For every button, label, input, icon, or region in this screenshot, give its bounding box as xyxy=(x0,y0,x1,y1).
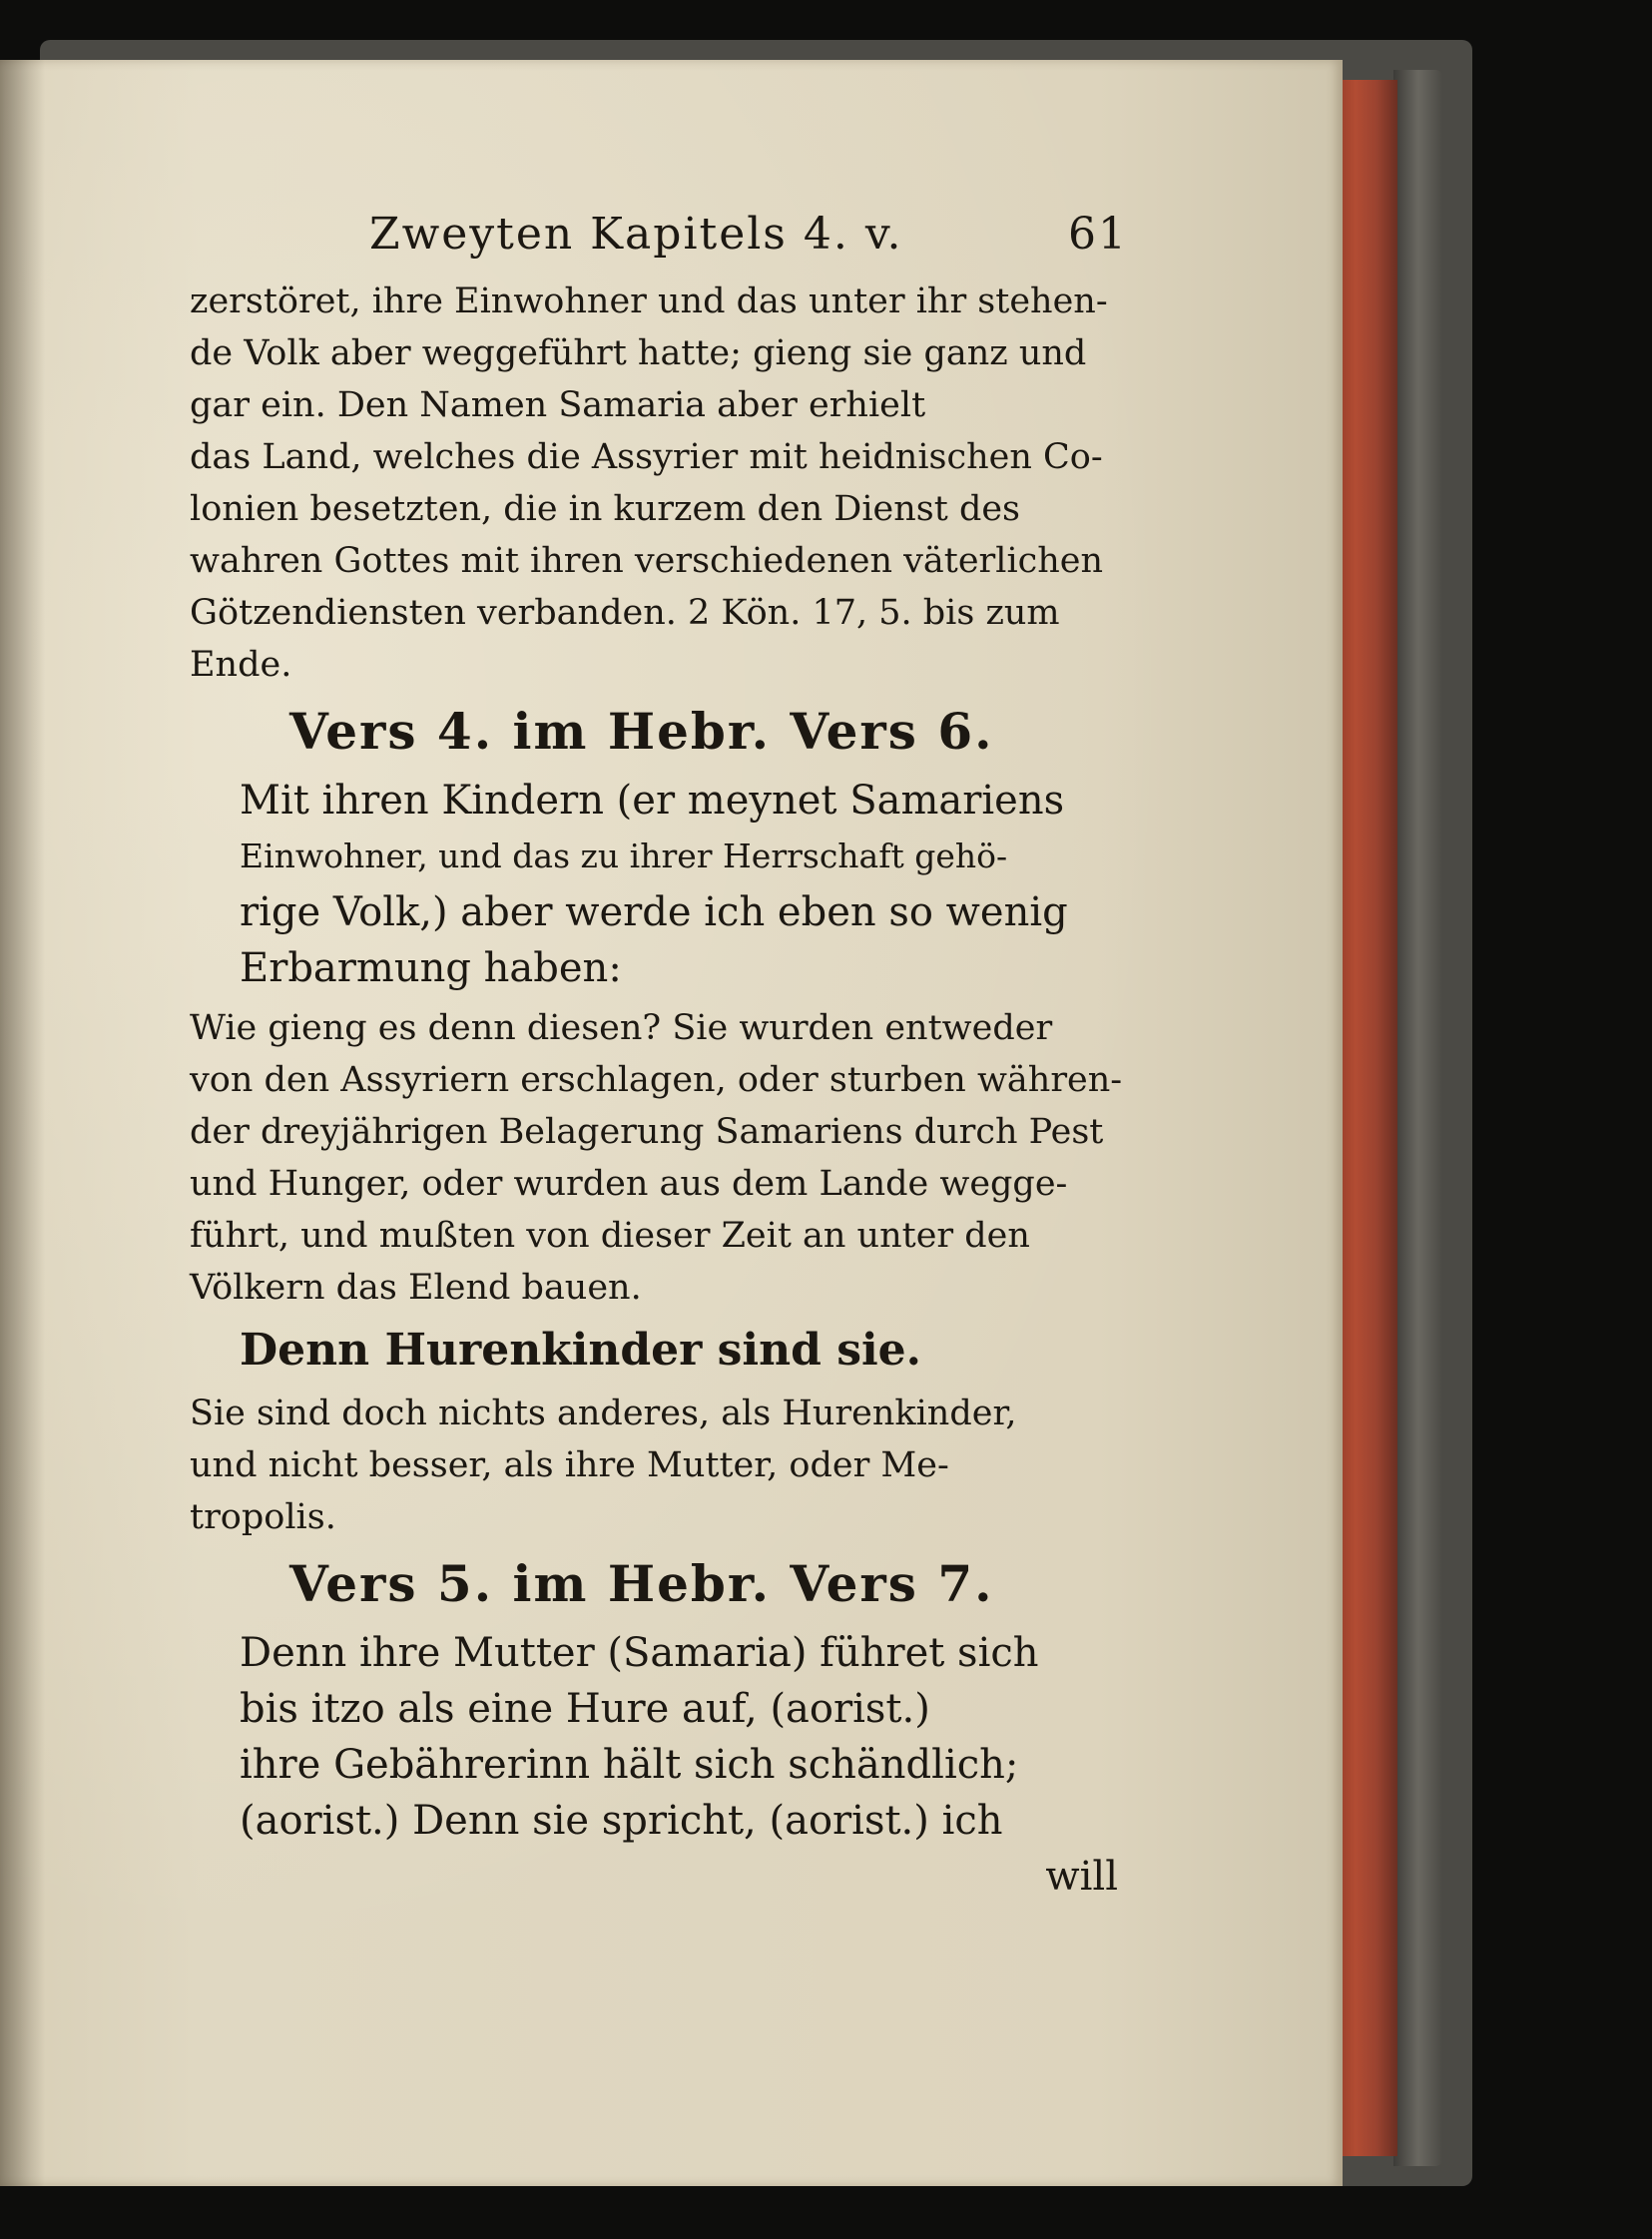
text-line: von den Assyriern erschlagen, oder sturben währen- xyxy=(190,1060,1123,1100)
text-line: führt, und mußten von dieser Zeit an unter den xyxy=(190,1216,1030,1256)
page-content xyxy=(190,200,1128,1905)
text-line: zerstöret, ihre Einwohner und das unter ihr stehen- xyxy=(190,281,1108,321)
text-line: Sie sind doch nichts anderes, als Hurenkinder, xyxy=(190,1394,1017,1433)
quote-line: Denn ihre Mutter (Samaria) führet sich xyxy=(240,1630,1039,1676)
text-line: gar ein. Den Namen Samaria aber erhielt xyxy=(190,385,926,425)
catchword: will xyxy=(1045,1854,1118,1900)
text-line: de Volk aber weggeführt hatte; gieng sie ganz und xyxy=(190,333,1087,373)
gutter-shadow xyxy=(0,60,45,2186)
cover-spine-edge xyxy=(1393,70,1443,2166)
running-header xyxy=(190,200,1128,270)
quote-line: rige Volk,) aber werde ich eben so wenig xyxy=(240,889,1068,935)
verse-4-quote xyxy=(240,773,1128,996)
text-line: der dreyjährigen Belagerung Samariens durch Pest xyxy=(190,1112,1104,1152)
verse-4-sub-quote: Denn Hurenkinder sind sie. xyxy=(240,1325,921,1376)
page-number: 61 xyxy=(1068,209,1128,260)
quote-line: Mit ihren Kindern (er meynet Samariens xyxy=(240,778,1065,824)
text-line: Ende. xyxy=(190,645,292,685)
running-title: Zweyten Kapitels 4. v. xyxy=(369,209,903,260)
text-line: und Hunger, oder wurden aus dem Lande wegge- xyxy=(190,1164,1068,1204)
verse-4-sub-commentary xyxy=(190,1388,1128,1543)
text-line: und nicht besser, als ihre Mutter, oder Me- xyxy=(190,1445,949,1485)
text-line: Götzendiensten verbanden. 2 Kön. 17, 5. bis zum xyxy=(190,593,1060,633)
verse-5-heading: Vers 5. im Hebr. Vers 7. xyxy=(289,1554,994,1613)
verse-4-commentary xyxy=(190,1002,1128,1314)
quote-line: bis itzo als eine Hure auf, (aorist.) xyxy=(240,1686,930,1732)
text-line: Wie gieng es denn diesen? Sie wurden entweder xyxy=(190,1008,1053,1048)
text-line: wahren Gottes mit ihren verschiedenen väterlichen xyxy=(190,541,1104,581)
quote-line: ihre Gebährerinn hält sich schändlich; xyxy=(240,1742,1019,1788)
quote-line: Erbarmung haben: xyxy=(240,945,622,991)
text-line: das Land, welches die Assyrier mit heidnischen Co- xyxy=(190,437,1103,477)
paragraph-continuation xyxy=(190,276,1128,691)
text-line: Völkern das Elend bauen. xyxy=(190,1268,642,1308)
verse-4-heading: Vers 4. im Hebr. Vers 6. xyxy=(289,702,994,761)
text-line: tropolis. xyxy=(190,1497,336,1537)
quote-line: (aorist.) Denn sie spricht, (aorist.) ich xyxy=(240,1798,1003,1844)
verse-5-quote xyxy=(240,1625,1128,1849)
quote-line: Einwohner, und das zu ihrer Herrschaft gehö- xyxy=(240,837,1008,875)
text-line: lonien besetzten, die in kurzem den Dienst des xyxy=(190,489,1021,529)
